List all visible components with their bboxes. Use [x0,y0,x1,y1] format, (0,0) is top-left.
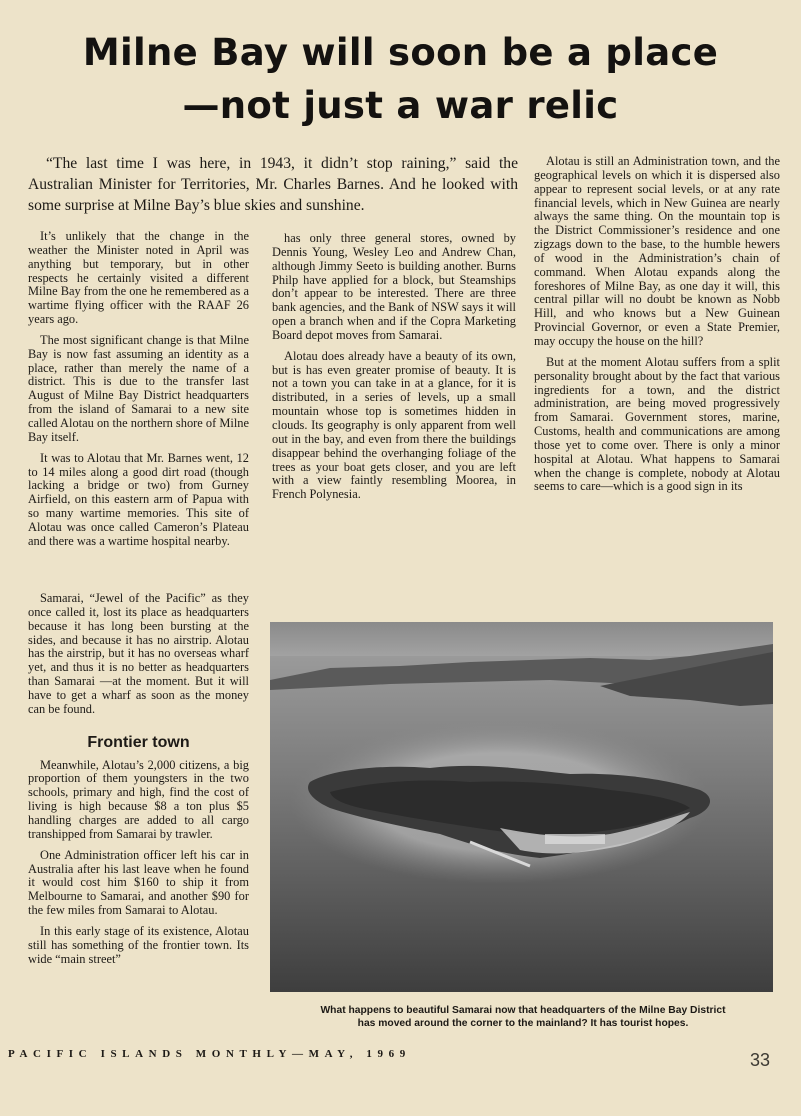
island-aerial-image [270,622,773,992]
column-1-paragraph: The most significant change is that Milne Bay is now fast assuming an identity as a place, rather than merely the name of a district. This is due to the transfer last August of Milne Bay District headquarters from the island of Samarai to a new site called Alotau on the northern shore of Milne Bay itself. [28,332,249,444]
column-1-paragraph: It’s unlikely that the change in the weather the Minister noted in April was anything but temporary, but in other respects he certainly visited a different Milne Bay from the one he remembered as a wartime flying officer with the RAAF 26 years ago. [28,229,249,327]
column-2-paragraph: Alotau does already have a beauty of its own, but is has even greater promise of beauty. It is not a town you can take in at a glance, for it is distributed, in a series of levels, up a small mountain whose top is sometimes hidden in clouds. Its geography is only apparent from well out in the bay, and even from there the buildings disappear behind the overhanging foliage of the trees as your boat gets closer, and you are left with a view faintly resembling Moorea, in French Polynesia. [272,348,516,502]
column-1-paragraph: It was to Alotau that Mr. Barnes went, 12 to 14 miles along a good dirt road (though lacking a bridge or two) from Gurney Airfield, on this eastern arm of Papua with so many wartime memories. This site of Alotau was once called Cameron’s Plateau and there was a wartime hospital nearby. [28,450,249,548]
article-headline [20,26,781,132]
column-1-paragraph: One Administration officer left his car in Australia after his last leave when he found it would cost him $160 to ship it from Melbourne to Samarai, and another $90 for the few miles from Samarai to Alotau. [28,847,249,918]
column-3-paragraph: Alotau is still an Administration town, and the geographical levels on which it is dispersed also appear to represent social levels, or at any rate financial levels, which in New Guinea are nearly always the same thing. On the mountain top is the District Commissioner’s residence and one zigzags down to the base, to the humble hewers of wood in the Administration’s chain of command. When Alotau expands along the foreshores of Milne Bay, as one day it will, this central pillar will no doubt be known as Nobb Hill, and who knows but a New Guinean Provincial Governor, or even a State Premier, may occupy the house on the hill? [534,154,780,348]
column-3 [534,155,780,501]
caption-line-1: What happens to beautiful Samarai now that headquarters of the Milne Bay District [320,1005,726,1016]
column-3-paragraph: But at the moment Alotau suffers from a split personality brought about by the fact that various ingredients for a town, and the district administration, are being moved progressively from Samarai. Government stores, marine, Customs, health and communications are among those yet to come over. There is only a minor hospital at Alotau. What happens to Samarai when the change is complete, nobody at Alotau seems to care—which is a good sign in its [534,354,780,494]
section-subhead: Frontier town [87,733,190,751]
column-1-paragraph: Meanwhile, Alotau’s 2,000 citizens, a big proportion of them youngsters in the two schools, primary and high, find the cost of living is high because $8 a ton plus $5 handling charges are added to all cargo transhipped from Samarai by trawler. [28,757,249,841]
column-1-paragraph: Samarai, “Jewel of the Pacific” as they once called it, lost its place as headquarters because it has long been bursting at the sides, and because it has no airstrip. Alotau has the airstrip, but it has no overseas wharf yet, and thus it is no better as headquarters than Samarai —at the moment. But it will have to get a wharf as soon as the money can be found. [28,591,249,716]
photo-caption [268,1004,778,1030]
publication-footer: PACIFIC ISLANDS MONTHLY—MAY, 1969 [8,1048,411,1060]
column-2 [272,232,516,509]
headline-line-1: Milne Bay will soon be a place [82,31,719,74]
aerial-photo-samarai [270,622,773,992]
column-2-paragraph: has only three general stores, owned by Dennis Young, Wesley Leo and Andrew Chan, although Jimmy Seeto is building another. Burns Philp have applied for a block, but Steamships don’t appear to be interested. There are three bank agencies, and the Bank of NSW says it will open a branch when and if the Copra Marketing Board depot moves from Samarai. [272,231,516,342]
column-1-top [28,230,249,556]
headline-line-2: —not just a war relic [182,84,619,127]
column-1-bottom [28,592,249,973]
column-1-paragraph: In this early stage of its existence, Alotau still has something of the frontier town. Its wide “main street” [28,923,249,966]
page-number: 33 [750,1050,771,1070]
caption-line-2: has moved around the corner to the mainland? It has tourist hopes. [357,1018,689,1029]
lead-paragraph: “The last time I was here, in 1943, it didn’t stop raining,” said the Australian Minister for Territories, Mr. Charles Barnes. And he looked with some surprise at Milne Bay’s blue skies and sunshine. [28,155,518,214]
